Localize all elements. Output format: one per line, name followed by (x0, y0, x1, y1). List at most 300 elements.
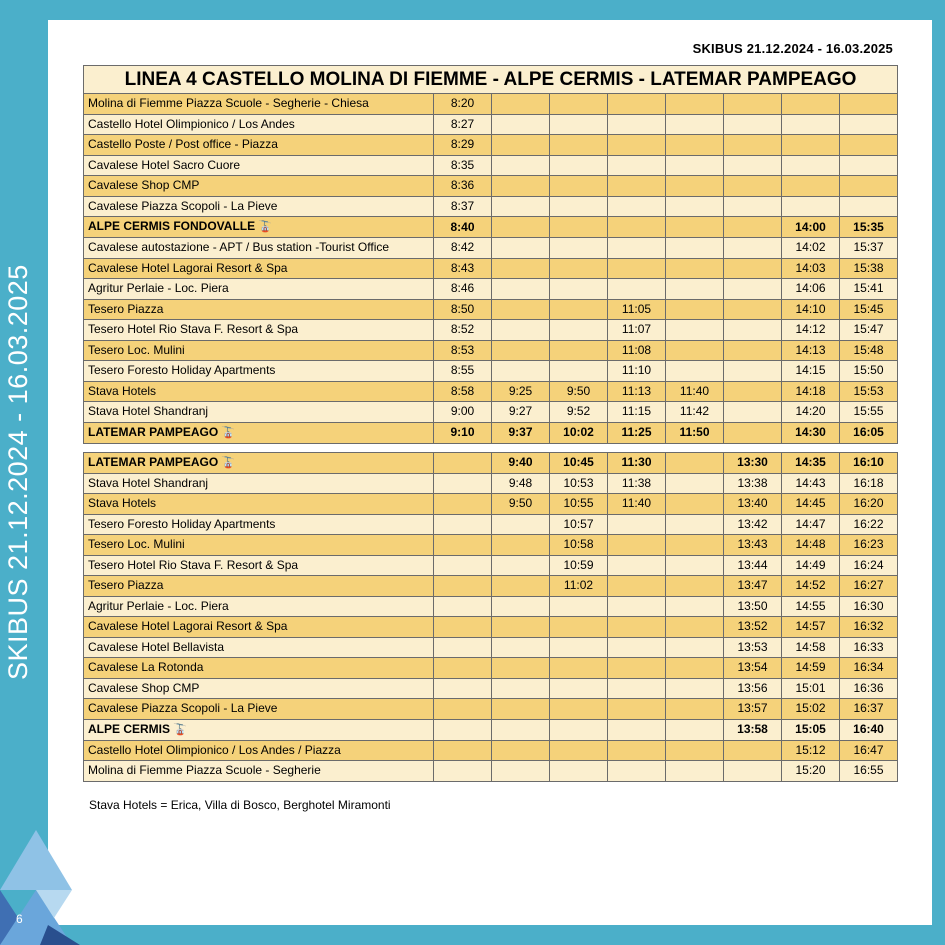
departure-time: 8:37 (434, 196, 492, 217)
departure-time: 15:02 (782, 699, 840, 720)
stop-label: Cavalese autostazione - APT / Bus station -Tourist Office (88, 240, 390, 255)
departure-time (434, 678, 492, 699)
stop-label: Cavalese Hotel Bellavista (88, 639, 225, 654)
cable-car-icon: 🚡 (221, 426, 235, 439)
departure-time (608, 637, 666, 658)
departure-time: 11:40 (608, 494, 666, 515)
departure-time: 8:27 (434, 114, 492, 135)
departure-time: 16:27 (840, 576, 898, 597)
stop-name (84, 279, 434, 300)
return-row (84, 555, 898, 576)
stop-label: Tesero Piazza (88, 301, 164, 316)
outbound-row (84, 217, 898, 238)
departure-time: 14:06 (782, 279, 840, 300)
departure-time (434, 452, 492, 473)
departure-time: 9:00 (434, 402, 492, 423)
departure-time (724, 155, 782, 176)
departure-time (608, 114, 666, 135)
departure-time: 16:05 (840, 422, 898, 443)
departure-time (550, 740, 608, 761)
departure-time: 13:58 (724, 719, 782, 740)
stop-name (84, 340, 434, 361)
departure-time (434, 473, 492, 494)
footnote: Stava Hotels = Erica, Villa di Bosco, Berghotel Miramonti (89, 798, 391, 812)
departure-time: 9:50 (492, 494, 550, 515)
departure-time: 8:29 (434, 135, 492, 156)
departure-time (550, 596, 608, 617)
header-date-range: SKIBUS 21.12.2024 - 16.03.2025 (692, 41, 893, 56)
departure-time: 13:30 (724, 452, 782, 473)
departure-time: 8:55 (434, 361, 492, 382)
cable-car-icon: 🚡 (221, 456, 235, 469)
departure-time (724, 279, 782, 300)
title-row (84, 66, 898, 94)
departure-time (724, 740, 782, 761)
departure-time (782, 135, 840, 156)
departure-time (434, 514, 492, 535)
return-row (84, 678, 898, 699)
outbound-row (84, 155, 898, 176)
stop-label: Cavalese Shop CMP (88, 178, 200, 193)
departure-time: 14:20 (782, 402, 840, 423)
departure-time (666, 135, 724, 156)
departure-time (608, 238, 666, 259)
departure-time (840, 114, 898, 135)
departure-time: 16:55 (840, 761, 898, 782)
departure-time: 14:00 (782, 217, 840, 238)
departure-time: 15:47 (840, 320, 898, 341)
departure-time (724, 402, 782, 423)
departure-time (434, 699, 492, 720)
departure-time: 14:12 (782, 320, 840, 341)
departure-time: 9:52 (550, 402, 608, 423)
departure-time (608, 196, 666, 217)
departure-time: 14:57 (782, 617, 840, 638)
departure-time: 10:53 (550, 473, 608, 494)
stop-name (84, 699, 434, 720)
gap-cell (84, 443, 898, 452)
departure-time (666, 361, 724, 382)
departure-time: 11:08 (608, 340, 666, 361)
stop-name (84, 617, 434, 638)
departure-time: 10:02 (550, 422, 608, 443)
departure-time (666, 299, 724, 320)
departure-time: 16:24 (840, 555, 898, 576)
return-row (84, 473, 898, 494)
stop-name (84, 473, 434, 494)
departure-time (550, 320, 608, 341)
stop-name (84, 217, 434, 238)
departure-time (666, 494, 724, 515)
departure-time (608, 555, 666, 576)
stop-name (84, 114, 434, 135)
departure-time (666, 555, 724, 576)
outbound-row (84, 320, 898, 341)
departure-time: 8:52 (434, 320, 492, 341)
departure-time: 13:42 (724, 514, 782, 535)
stop-label: Tesero Foresto Holiday Apartments (88, 363, 276, 378)
departure-time (550, 299, 608, 320)
departure-time: 13:50 (724, 596, 782, 617)
stop-label: LATEMAR PAMPEAGO (88, 424, 219, 439)
departure-time (724, 176, 782, 197)
departure-time: 11:02 (550, 576, 608, 597)
departure-time: 11:07 (608, 320, 666, 341)
departure-time: 15:37 (840, 238, 898, 259)
departure-time (666, 678, 724, 699)
stop-label: Tesero Piazza (88, 578, 164, 593)
departure-time: 16:22 (840, 514, 898, 535)
departure-time (550, 217, 608, 238)
departure-time: 16:47 (840, 740, 898, 761)
departure-time (492, 340, 550, 361)
departure-time (492, 135, 550, 156)
departure-time: 8:53 (434, 340, 492, 361)
departure-time (550, 196, 608, 217)
stop-name (84, 402, 434, 423)
stop-label: Stava Hotels (88, 383, 157, 398)
departure-time (666, 258, 724, 279)
departure-time (608, 94, 666, 115)
outbound-row (84, 238, 898, 259)
departure-time (434, 617, 492, 638)
departure-time: 10:55 (550, 494, 608, 515)
departure-time: 14:48 (782, 535, 840, 556)
stop-label: Tesero Hotel Rio Stava F. Resort & Spa (88, 322, 299, 337)
departure-time: 14:55 (782, 596, 840, 617)
return-row (84, 617, 898, 638)
departure-time (492, 94, 550, 115)
departure-time (666, 514, 724, 535)
departure-time: 16:34 (840, 658, 898, 679)
departure-time (492, 637, 550, 658)
return-row (84, 699, 898, 720)
departure-time: 15:45 (840, 299, 898, 320)
departure-time (492, 155, 550, 176)
stop-label: Castello Hotel Olimpionico / Los Andes / Piazza (88, 742, 341, 757)
departure-time (492, 238, 550, 259)
departure-time: 10:45 (550, 452, 608, 473)
departure-time (608, 658, 666, 679)
stop-label: Tesero Loc. Mulini (88, 342, 185, 357)
stop-label: Castello Hotel Olimpionico / Los Andes (88, 116, 295, 131)
top-frame-bar (0, 0, 945, 20)
departure-time (782, 196, 840, 217)
departure-time (550, 238, 608, 259)
departure-time (666, 637, 724, 658)
outbound-row (84, 135, 898, 156)
cable-car-icon: 🚡 (258, 221, 272, 233)
departure-time (608, 596, 666, 617)
departure-time: 8:20 (434, 94, 492, 115)
departure-time (724, 761, 782, 782)
departure-time: 15:20 (782, 761, 840, 782)
stop-name (84, 637, 434, 658)
departure-time (724, 258, 782, 279)
departure-time: 11:42 (666, 402, 724, 423)
departure-time: 10:58 (550, 535, 608, 556)
section-gap (84, 443, 898, 452)
departure-time (724, 340, 782, 361)
departure-time: 13:54 (724, 658, 782, 679)
departure-time: 11:38 (608, 473, 666, 494)
stop-name (84, 535, 434, 556)
departure-time: 10:57 (550, 514, 608, 535)
departure-time (434, 494, 492, 515)
departure-time: 14:30 (782, 422, 840, 443)
departure-time (666, 196, 724, 217)
departure-time (724, 135, 782, 156)
departure-time: 15:01 (782, 678, 840, 699)
departure-time (666, 176, 724, 197)
decorative-triangles (0, 830, 80, 945)
stop-label: Cavalese Piazza Scopoli - La Pieve (88, 701, 278, 716)
departure-time (492, 761, 550, 782)
departure-time (550, 617, 608, 638)
departure-time: 15:41 (840, 279, 898, 300)
departure-time: 14:13 (782, 340, 840, 361)
departure-time (492, 576, 550, 597)
stop-label: Cavalese Hotel Sacro Cuore (88, 157, 241, 172)
departure-time: 13:40 (724, 494, 782, 515)
departure-time (782, 94, 840, 115)
departure-time (666, 340, 724, 361)
departure-time: 8:42 (434, 238, 492, 259)
departure-time (492, 699, 550, 720)
departure-time (724, 196, 782, 217)
departure-time (550, 361, 608, 382)
departure-time (492, 555, 550, 576)
departure-time: 9:40 (492, 452, 550, 473)
cable-car-icon: 🚡 (173, 723, 187, 736)
departure-time (434, 596, 492, 617)
departure-time: 9:27 (492, 402, 550, 423)
outbound-row (84, 381, 898, 402)
departure-time (550, 761, 608, 782)
outbound-row (84, 258, 898, 279)
departure-time (492, 176, 550, 197)
departure-time (550, 340, 608, 361)
departure-time: 8:40 (434, 217, 492, 238)
departure-time (666, 596, 724, 617)
departure-time (608, 761, 666, 782)
departure-time: 8:43 (434, 258, 492, 279)
departure-time (550, 94, 608, 115)
departure-time (666, 320, 724, 341)
outbound-row (84, 422, 898, 443)
departure-time: 14:03 (782, 258, 840, 279)
departure-time (840, 176, 898, 197)
departure-time: 9:25 (492, 381, 550, 402)
departure-time (434, 719, 492, 740)
departure-time: 14:18 (782, 381, 840, 402)
stop-name (84, 176, 434, 197)
outbound-row (84, 196, 898, 217)
departure-time (550, 176, 608, 197)
departure-time (666, 719, 724, 740)
stop-name (84, 258, 434, 279)
departure-time (608, 576, 666, 597)
departure-time: 10:59 (550, 555, 608, 576)
outbound-row (84, 94, 898, 115)
departure-time: 9:10 (434, 422, 492, 443)
departure-time: 11:40 (666, 381, 724, 402)
departure-time (492, 678, 550, 699)
departure-time (550, 719, 608, 740)
departure-time: 13:56 (724, 678, 782, 699)
departure-time: 13:53 (724, 637, 782, 658)
stop-name (84, 238, 434, 259)
departure-time (666, 617, 724, 638)
departure-time: 14:52 (782, 576, 840, 597)
departure-time: 14:49 (782, 555, 840, 576)
stop-name (84, 555, 434, 576)
bottom-frame-bar (0, 925, 945, 945)
departure-time (608, 217, 666, 238)
stop-name (84, 761, 434, 782)
departure-time (666, 740, 724, 761)
departure-time (550, 114, 608, 135)
departure-time (492, 320, 550, 341)
stop-name (84, 381, 434, 402)
departure-time (550, 699, 608, 720)
departure-time (434, 535, 492, 556)
stop-name (84, 514, 434, 535)
departure-time (492, 740, 550, 761)
departure-time (724, 320, 782, 341)
departure-time (550, 279, 608, 300)
stop-label: LATEMAR PAMPEAGO (88, 454, 219, 469)
return-row (84, 658, 898, 679)
departure-time (550, 678, 608, 699)
departure-time (608, 135, 666, 156)
outbound-row (84, 176, 898, 197)
side-vertical-title: SKIBUS 21.12.2024 - 16.03.2025 (3, 264, 33, 680)
departure-time (550, 658, 608, 679)
stop-label: ALPE CERMIS (88, 721, 171, 736)
stop-label: Molina di Fiemme Piazza Scuole - Segherie (88, 763, 321, 778)
departure-time (434, 555, 492, 576)
departure-time (492, 196, 550, 217)
stop-label: Castello Poste / Post office - Piazza (88, 137, 278, 152)
stop-name (84, 320, 434, 341)
departure-time: 9:48 (492, 473, 550, 494)
departure-time: 11:15 (608, 402, 666, 423)
departure-time: 8:35 (434, 155, 492, 176)
departure-time (492, 114, 550, 135)
departure-time (608, 279, 666, 300)
departure-time: 16:10 (840, 452, 898, 473)
departure-time (666, 217, 724, 238)
return-row (84, 535, 898, 556)
stop-label: Cavalese Shop CMP (88, 680, 200, 695)
departure-time (724, 299, 782, 320)
stop-label: Stava Hotel Shandranj (88, 475, 209, 490)
departure-time (492, 617, 550, 638)
outbound-row (84, 402, 898, 423)
departure-time: 11:13 (608, 381, 666, 402)
stop-label: Cavalese Piazza Scopoli - La Pieve (88, 198, 278, 213)
departure-time (492, 217, 550, 238)
timetable-title: LINEA 4 CASTELLO MOLINA DI FIEMME - ALPE CERMIS - LATEMAR PAMPEAGO (84, 66, 898, 94)
departure-time: 14:10 (782, 299, 840, 320)
departure-time: 8:36 (434, 176, 492, 197)
departure-time (724, 422, 782, 443)
departure-time (608, 514, 666, 535)
return-row (84, 576, 898, 597)
departure-time (724, 114, 782, 135)
departure-time (724, 217, 782, 238)
stop-label: Cavalese La Rotonda (88, 660, 204, 675)
stop-label: Molina di Fiemme Piazza Scuole - Segherie - Chiesa (88, 96, 369, 111)
stop-name (84, 135, 434, 156)
departure-time: 14:45 (782, 494, 840, 515)
departure-time: 14:59 (782, 658, 840, 679)
departure-time (492, 361, 550, 382)
departure-time: 13:43 (724, 535, 782, 556)
departure-time (608, 155, 666, 176)
stop-label: Tesero Hotel Rio Stava F. Resort & Spa (88, 557, 299, 572)
right-frame-bar (932, 0, 945, 945)
stop-name (84, 94, 434, 115)
departure-time (550, 135, 608, 156)
departure-time: 8:58 (434, 381, 492, 402)
return-row (84, 514, 898, 535)
departure-time (666, 535, 724, 556)
departure-time: 9:37 (492, 422, 550, 443)
stop-label: Agritur Perlaie - Loc. Piera (88, 598, 229, 613)
departure-time: 16:36 (840, 678, 898, 699)
departure-time (724, 381, 782, 402)
departure-time (666, 155, 724, 176)
departure-time (608, 258, 666, 279)
stop-label: Tesero Loc. Mulini (88, 537, 185, 552)
outbound-row (84, 361, 898, 382)
stop-name (84, 719, 434, 740)
stop-label: Cavalese Hotel Lagorai Resort & Spa (88, 619, 288, 634)
stop-name (84, 361, 434, 382)
stop-label: Agritur Perlaie - Loc. Piera (88, 281, 229, 296)
departure-time (724, 94, 782, 115)
departure-time (434, 761, 492, 782)
departure-time (492, 719, 550, 740)
departure-time (666, 699, 724, 720)
departure-time (492, 514, 550, 535)
departure-time (666, 473, 724, 494)
stop-name (84, 740, 434, 761)
return-row (84, 719, 898, 740)
outbound-row (84, 299, 898, 320)
departure-time (434, 576, 492, 597)
departure-time: 15:55 (840, 402, 898, 423)
page-number: 6 (16, 912, 23, 926)
departure-time (666, 94, 724, 115)
departure-time (666, 279, 724, 300)
departure-time: 15:38 (840, 258, 898, 279)
departure-time: 16:30 (840, 596, 898, 617)
departure-time (840, 155, 898, 176)
departure-time: 13:47 (724, 576, 782, 597)
departure-time: 11:05 (608, 299, 666, 320)
departure-time (782, 176, 840, 197)
departure-time: 13:44 (724, 555, 782, 576)
return-row (84, 761, 898, 782)
stop-name (84, 576, 434, 597)
stop-name (84, 452, 434, 473)
departure-time: 11:50 (666, 422, 724, 443)
stop-label: Cavalese Hotel Lagorai Resort & Spa (88, 260, 288, 275)
departure-time (492, 658, 550, 679)
